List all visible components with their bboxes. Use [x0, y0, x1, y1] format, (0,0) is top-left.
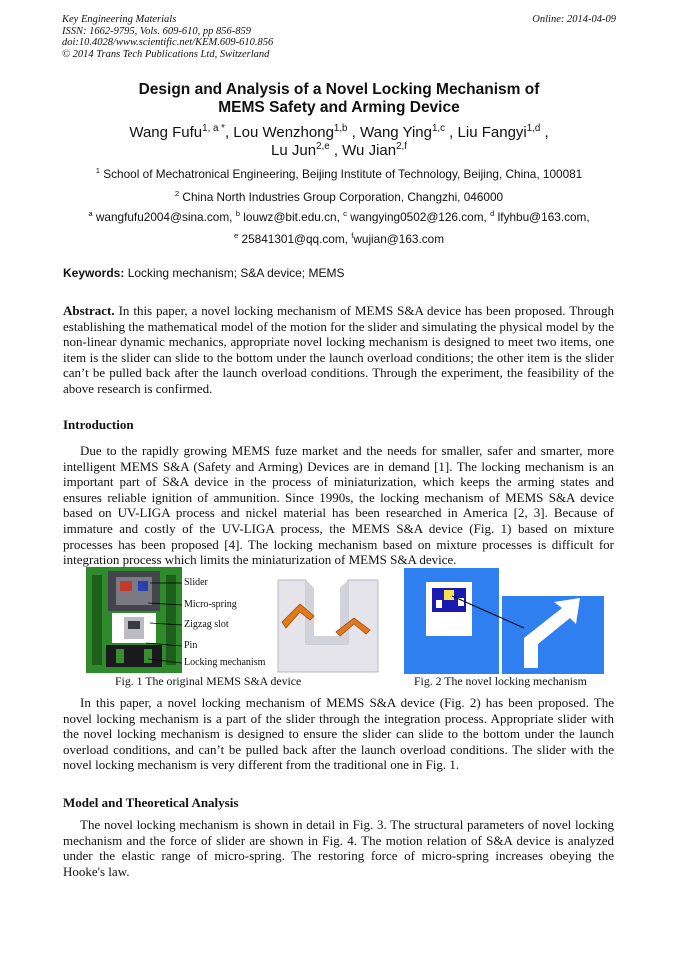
- author-line-1: [0, 124, 678, 142]
- section-heading-model: Model and Theoretical Analysis: [63, 795, 239, 810]
- email-line-2: [0, 232, 678, 246]
- keywords-label: Keywords:: [63, 266, 125, 280]
- author-name: Liu Fangyi: [457, 124, 527, 141]
- intro-paragraph-2: In this paper, a novel locking mechanism of MEMS S&A device (Fig. 2) has been proposed. The novel locking mechanism is a part of the slider through the integration process. Appropriate slider with the novel locking mechanism is designed to ensure the slider can slide to the bottom under the launch overload conditions, and can’t be pulled back after the launch overload conditions. The slider with the novel locking mechanism is very different from the traditional one in Fig. 1.: [63, 695, 614, 773]
- copyright-line: © 2014 Trans Tech Publications Ltd, Switzerland: [62, 48, 270, 60]
- author-sup: 1, a *: [202, 123, 225, 134]
- author-sep: ,: [224, 124, 234, 141]
- figure-1-locking-detail: [274, 574, 384, 674]
- intro-paragraph-1: Due to the rapidly growing MEMS fuze market and the needs for smaller, safer and smarter, more intelligent MEMS S&A (Safety and Arming) Devices are in demand [1]. The locking mechanism is an important part of S&A device in the process of miniaturization, which keeps the arming states and ensures reliable ignition of ammunition. Since 1990s, the locking mechanism of MEMS S&A device based on UV-LIGA process and nickel material has been researched in America [2, 3]. Because of immature and costly of the UV-LIGA process, the MEMS S&A device (Fig. 1) based on mixture processes has been proposed [4]. The locking mechanism based on mixture processes is difficult for integration process which limits the miniaturization of MEMS S&A device.: [63, 443, 614, 568]
- fig1-label-locking-mechanism: Locking mechanism: [184, 657, 266, 668]
- online-date: Online: 2014-04-09: [532, 14, 616, 25]
- author-sup: 1,d: [526, 123, 541, 134]
- email[interactable]: wangfufu2004@sina.com,: [95, 210, 236, 224]
- leader-line: [148, 659, 182, 663]
- email-sup: a: [88, 209, 93, 219]
- figure-2-image: [404, 568, 604, 674]
- author-name: Wang Fufu: [129, 124, 203, 141]
- leader-line: [146, 643, 182, 646]
- section-heading-introduction: Introduction: [63, 417, 134, 432]
- email-sup: e: [233, 231, 239, 241]
- leader-line: [148, 603, 182, 605]
- keywords: [63, 266, 344, 280]
- abstract: [63, 303, 614, 397]
- email-sup: c: [343, 209, 347, 219]
- affiliation-2: [0, 190, 678, 204]
- abstract-text: In this paper, a novel locking mechanism of MEMS S&A device has been proposed. Through establishing the mathematical model of the motion for the slider and simulating the physical model by the non-linear dynamic mechanics, appropriate novel locking mechanism is designed to meet two items, one item is the slider can slide to the bottom under the launch overload conditions; the other item is the slider can’t be pulled back after the launch overload conditions. Through the experiment, the feasibility of the above research is confirmed.: [63, 303, 614, 396]
- author-sep: ,: [329, 142, 343, 159]
- figure-1-caption: Fig. 1 The original MEMS S&A device: [115, 674, 302, 688]
- title-line-1: Design and Analysis of a Novel Locking Mechanism of: [138, 81, 540, 98]
- author-line-2: [0, 142, 678, 160]
- email[interactable]: wujian@163.com: [353, 232, 445, 246]
- author-sup: 1,b: [333, 123, 348, 134]
- author-list: [0, 124, 678, 160]
- author-name: Lu Jun: [271, 142, 317, 159]
- figure-2-caption: Fig. 2 The novel locking mechanism: [414, 674, 587, 688]
- email[interactable]: louwz@bit.edu.cn,: [243, 210, 344, 224]
- journal-header: [62, 14, 273, 60]
- author-sup: 2,e: [316, 141, 330, 152]
- author-name: Wu Jian: [342, 142, 397, 159]
- email[interactable]: wangying0502@126.com,: [350, 210, 491, 224]
- aff-sup: 2: [174, 189, 180, 199]
- abstract-label: Abstract.: [63, 303, 115, 318]
- email-sup: b: [235, 209, 240, 219]
- email[interactable]: lfyhbu@163.com,: [497, 210, 590, 224]
- author-sep: ,: [445, 124, 458, 141]
- issn-line: ISSN: 1662-9795, Vols. 609-610, pp 856-859: [62, 25, 251, 37]
- author-sep: ,: [540, 124, 549, 141]
- author-sep: ,: [347, 124, 360, 141]
- title-line-2: MEMS Safety and Arming Device: [218, 99, 460, 116]
- locking-detail-drawing: [274, 574, 384, 674]
- aff-sup: 1: [95, 166, 101, 176]
- fig1-label-zigzag-slot: Zigzag slot: [184, 619, 229, 630]
- email-sup: f: [351, 231, 354, 241]
- keywords-text: Locking mechanism; S&A device; MEMS: [124, 266, 345, 280]
- figure-2-drawing: [404, 568, 604, 674]
- aff-text: School of Mechatronical Engineering, Beijing Institute of Technology, Beijing, China, 100081: [100, 167, 583, 181]
- author-sup: 2,f: [396, 141, 407, 152]
- paper-title: [0, 81, 678, 117]
- figure-1-leader-lines: [130, 567, 190, 673]
- journal-name: Key Engineering Materials: [62, 14, 177, 25]
- author-name: Lou Wenzhong: [233, 124, 334, 141]
- model-paragraph-1: The novel locking mechanism is shown in detail in Fig. 3. The structural parameters of novel locking mechanism and the force of slider are shown in Fig. 4. The motion relation of S&A device is analyzed under the elastic range of micro-spring. The restoring force of micro-spring increases obeying the Hooke's law.: [63, 817, 614, 879]
- doi-line: doi:10.4028/www.scientific.net/KEM.609-610.856: [62, 37, 274, 48]
- email-line-1: [0, 210, 678, 224]
- leader-line: [150, 623, 182, 625]
- author-name: Wang Ying: [360, 124, 432, 141]
- affiliation-1: [0, 167, 678, 181]
- email-sup: d: [490, 209, 495, 219]
- fig1-label-pin: Pin: [184, 640, 198, 651]
- aff-text: China North Industries Group Corporation, Changzhi, 046000: [179, 190, 504, 204]
- fig1-label-micro-spring: Micro-spring: [184, 599, 237, 610]
- fig1-label-slider: Slider: [184, 577, 208, 588]
- email[interactable]: 25841301@qq.com,: [241, 232, 352, 246]
- author-sup: 1,c: [432, 123, 446, 134]
